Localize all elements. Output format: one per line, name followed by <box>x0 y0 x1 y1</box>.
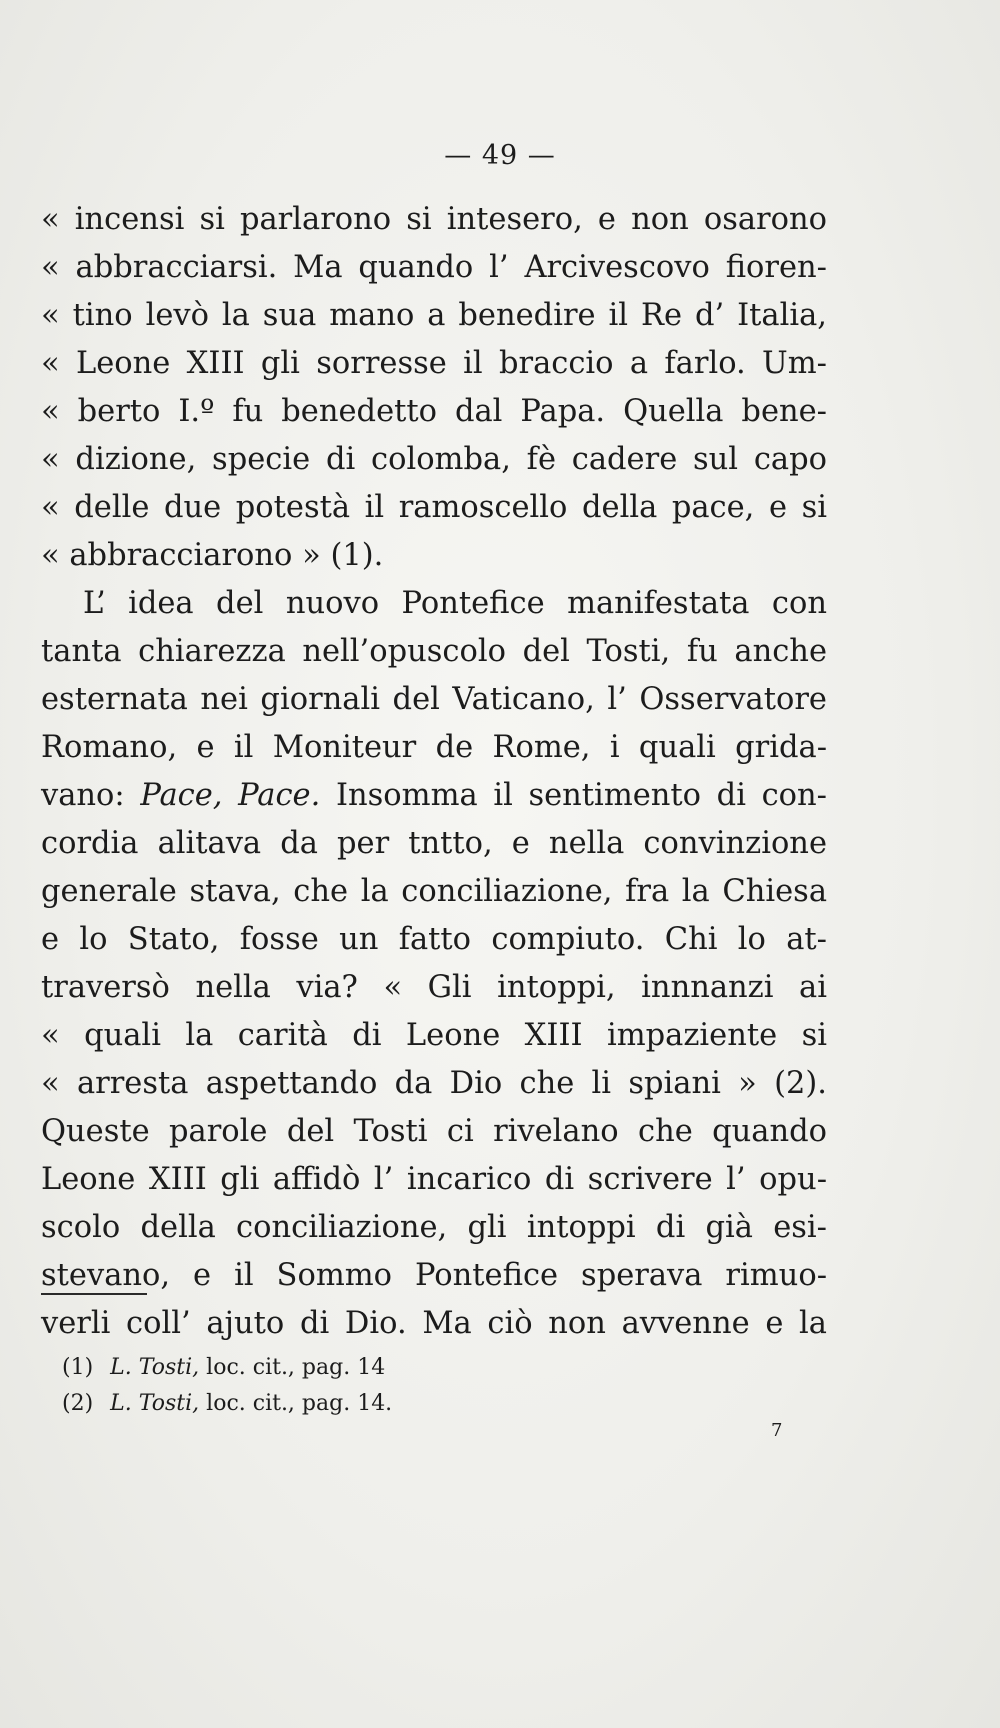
footnote-work: Tosti, <box>138 1355 200 1380</box>
text-line: cordia alitava da per tntto, e nella convinzione <box>41 826 827 861</box>
text-line: L’ idea del nuovo Pontefice manifestata con <box>83 586 827 621</box>
footnote <box>62 1350 392 1386</box>
text-line-with-italic <box>41 772 827 820</box>
text-line: generale stava, che la conciliazione, fra la Chiesa <box>41 874 827 909</box>
text-line: « quali la carità di Leone XIII impaziente si <box>41 1018 827 1053</box>
footnote <box>62 1386 392 1422</box>
footnotes <box>62 1350 392 1422</box>
text-line: « arresta aspettando da Dio che li spiani » (2). <box>41 1066 827 1101</box>
footnote-divider <box>41 1293 147 1295</box>
text-line: Queste parole del Tosti ci rivelano che quando <box>41 1114 827 1149</box>
text-line: tanta chiarezza nell’opuscolo del Tosti, fu anche <box>41 634 827 669</box>
text-line: Romano, e il Moniteur de Rome, i quali grida- <box>41 730 827 765</box>
text-segment: Insomma il sentimento di con- <box>320 778 827 813</box>
text-line: « delle due potestà il ramoscello della pace, e si <box>41 490 827 525</box>
text-line: scolo della conciliazione, gli intoppi di già esi- <box>41 1210 827 1245</box>
text-line: stevano, e il Sommo Pontefice sperava rimuo- <box>41 1258 827 1293</box>
text-line: « dizione, specie di colomba, fè cadere sul capo <box>41 442 827 477</box>
footnote-author: L. <box>110 1391 132 1416</box>
text-line: Leone XIII gli affidò l’ incarico di scrivere l’ opu- <box>41 1162 827 1197</box>
footnote-number: (1) <box>62 1355 94 1380</box>
text-line: « abbracciarsi. Ma quando l’ Arcivescovo fioren- <box>41 250 827 285</box>
footnote-work: Tosti, <box>138 1391 200 1416</box>
text-line: « berto I.º fu benedetto dal Papa. Quella bene- <box>41 394 827 429</box>
text-segment: vano: <box>41 778 141 813</box>
text-line: « tino levò la sua mano a benedire il Re d’ Italia, <box>41 298 827 333</box>
text-line: esternata nei giornali del Vaticano, l’ Osservatore <box>41 682 827 717</box>
text-line: « abbracciarono » (1). <box>41 538 384 573</box>
text-line: traversò nella via? « Gli intoppi, innnanzi ai <box>41 970 827 1005</box>
page-number: — 49 — <box>444 140 556 171</box>
footnote-author: L. <box>110 1355 132 1380</box>
text-line: « Leone XIII gli sorresse il braccio a farlo. Um- <box>41 346 827 381</box>
signature-mark: 7 <box>771 1420 783 1441</box>
text-line: « incensi si parlarono si intesero, e non osarono <box>41 202 827 237</box>
footnote-reference: loc. cit., pag. 14. <box>206 1391 393 1416</box>
italic-text-segment: Pace, Pace. <box>140 778 321 813</box>
text-line: verli coll’ ajuto di Dio. Ma ciò non avvenne e la <box>41 1306 827 1341</box>
body-text <box>41 196 827 1348</box>
footnote-number: (2) <box>62 1391 94 1416</box>
text-line: e lo Stato, fosse un fatto compiuto. Chi lo at- <box>41 922 827 957</box>
footnote-reference: loc. cit., pag. 14 <box>206 1355 386 1380</box>
